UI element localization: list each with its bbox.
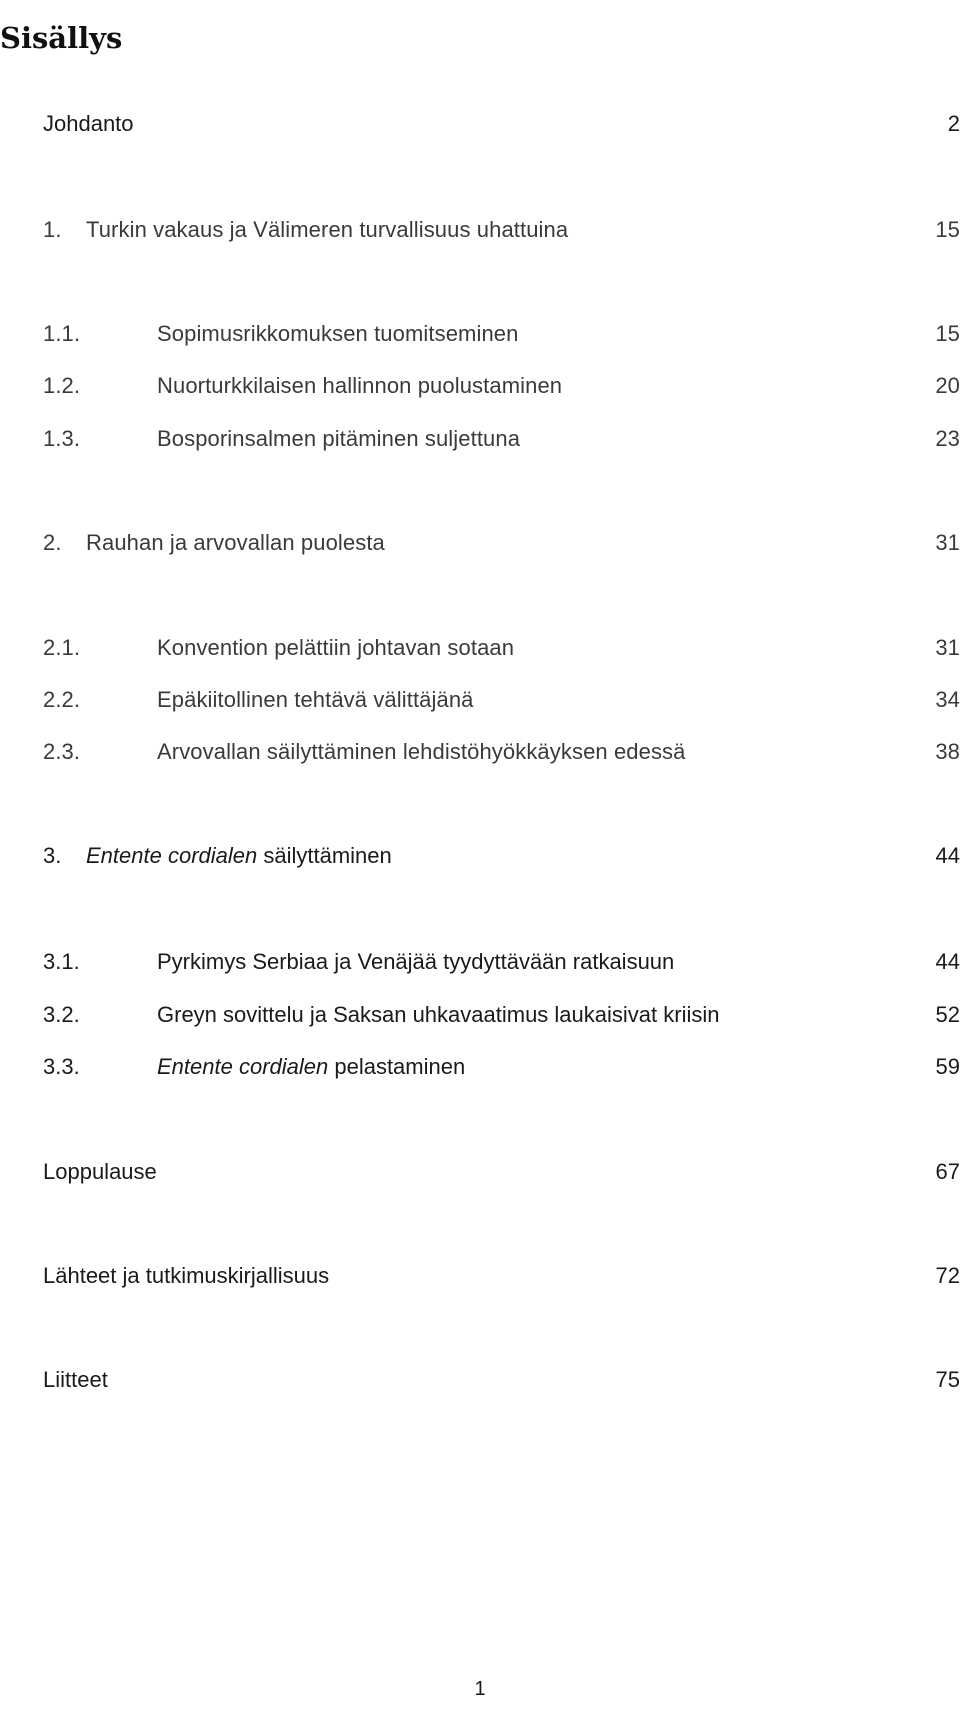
toc-entry-page: 38 (935, 739, 960, 764)
toc-entry-page: 31 (935, 530, 960, 555)
toc-entry-text: Konvention pelättiin johtavan sotaan (157, 635, 515, 660)
toc-entry-section-3-2[interactable] (0, 999, 960, 1031)
toc-entry-number: 2. (43, 530, 62, 555)
toc-entry-page: 59 (935, 1054, 960, 1079)
toc-entry-text-rest: säilyttäminen (257, 843, 392, 868)
toc-entry-number: 2.3. (43, 739, 81, 764)
toc-entry-text: Johdanto (43, 111, 134, 136)
toc-entry-section-2-2[interactable] (0, 684, 960, 716)
toc-entry-chapter-2[interactable] (0, 527, 960, 559)
toc-title: Sisällys (0, 21, 123, 56)
toc-entry-page: 72 (935, 1263, 960, 1288)
toc-entry-appendices[interactable] (0, 1364, 960, 1396)
page-number: 1 (474, 1678, 486, 1700)
toc-entry-text: Bosporinsalmen pitäminen suljettuna (157, 426, 521, 451)
toc-entry-page: 20 (935, 373, 960, 398)
toc-entry-text: Sopimusrikkomuksen tuomitseminen (157, 321, 519, 346)
toc-entry-text: Turkin vakaus ja Välimeren turvallisuus uhattuina (86, 217, 569, 242)
toc-entry-section-2-3[interactable] (0, 736, 960, 768)
toc-entry-number: 2.1. (43, 635, 81, 660)
toc-entry-italic-text: Entente cordialen (157, 1054, 329, 1079)
toc-entry-page: 31 (935, 635, 960, 660)
toc-entry-text-rest: pelastaminen (328, 1054, 466, 1079)
toc-entry-text (86, 840, 392, 872)
toc-entry-text: Pyrkimys Serbiaa ja Venäjää tyydyttävään ratkaisuun (157, 949, 675, 974)
toc-entry-chapter-1[interactable] (0, 214, 960, 246)
toc-entry-text: Arvovallan säilyttäminen lehdistöhyökkäyksen edessä (157, 739, 686, 764)
toc-entry-page: 23 (935, 426, 960, 451)
toc-entry-number: 3.1. (43, 949, 80, 974)
toc-entry-number: 3.3. (43, 1054, 80, 1079)
toc-entry-chapter-3[interactable] (0, 840, 960, 872)
toc-entry-text: Greyn sovittelu ja Saksan uhkavaatimus laukaisivat kriisin (157, 1002, 720, 1027)
toc-entry-page: 44 (935, 843, 960, 868)
toc-entry-text: Lähteet ja tutkimuskirjallisuus (43, 1263, 330, 1288)
toc-entry-page: 44 (935, 949, 960, 974)
toc-entry-page: 2 (947, 111, 960, 136)
toc-entry-number: 1. (43, 217, 62, 242)
toc-entry-text: Loppulause (43, 1159, 157, 1184)
toc-entry-section-1-2[interactable] (0, 370, 960, 402)
toc-entry-number: 2.2. (43, 687, 81, 712)
toc-entry-text: Epäkiitollinen tehtävä välittäjänä (157, 687, 474, 712)
toc-entry-page: 67 (935, 1159, 960, 1184)
toc-entry-section-1-1[interactable] (0, 318, 960, 350)
toc-entry-number: 1.1. (43, 321, 81, 346)
toc-entry-text (157, 1051, 465, 1083)
toc-entry-page: 15 (935, 321, 960, 346)
toc-entry-page: 52 (935, 1002, 960, 1027)
toc-entry-page: 15 (935, 217, 960, 242)
toc-entry-italic-text: Entente cordialen (86, 843, 258, 868)
toc-entry-conclusion[interactable] (0, 1156, 960, 1188)
toc-entry-section-3-1[interactable] (0, 946, 960, 978)
toc-entry-number: 1.2. (43, 373, 81, 398)
toc-entry-page: 34 (935, 687, 960, 712)
toc-entry-page: 75 (935, 1367, 960, 1392)
toc-entry-number: 3.2. (43, 1002, 80, 1027)
toc-entry-section-3-3[interactable] (0, 1051, 960, 1083)
toc-entry-text: Liitteet (43, 1367, 108, 1392)
toc-entry-text: Nuorturkkilaisen hallinnon puolustaminen (157, 373, 563, 398)
toc-entry-number: 1.3. (43, 426, 81, 451)
toc-entry-sources[interactable] (0, 1260, 960, 1292)
toc-entry-number: 3. (43, 843, 62, 868)
toc-entry-text: Rauhan ja arvovallan puolesta (86, 530, 385, 555)
toc-entry-section-1-3[interactable] (0, 423, 960, 455)
toc-entry-introduction[interactable] (0, 108, 960, 140)
toc-entry-section-2-1[interactable] (0, 632, 960, 664)
